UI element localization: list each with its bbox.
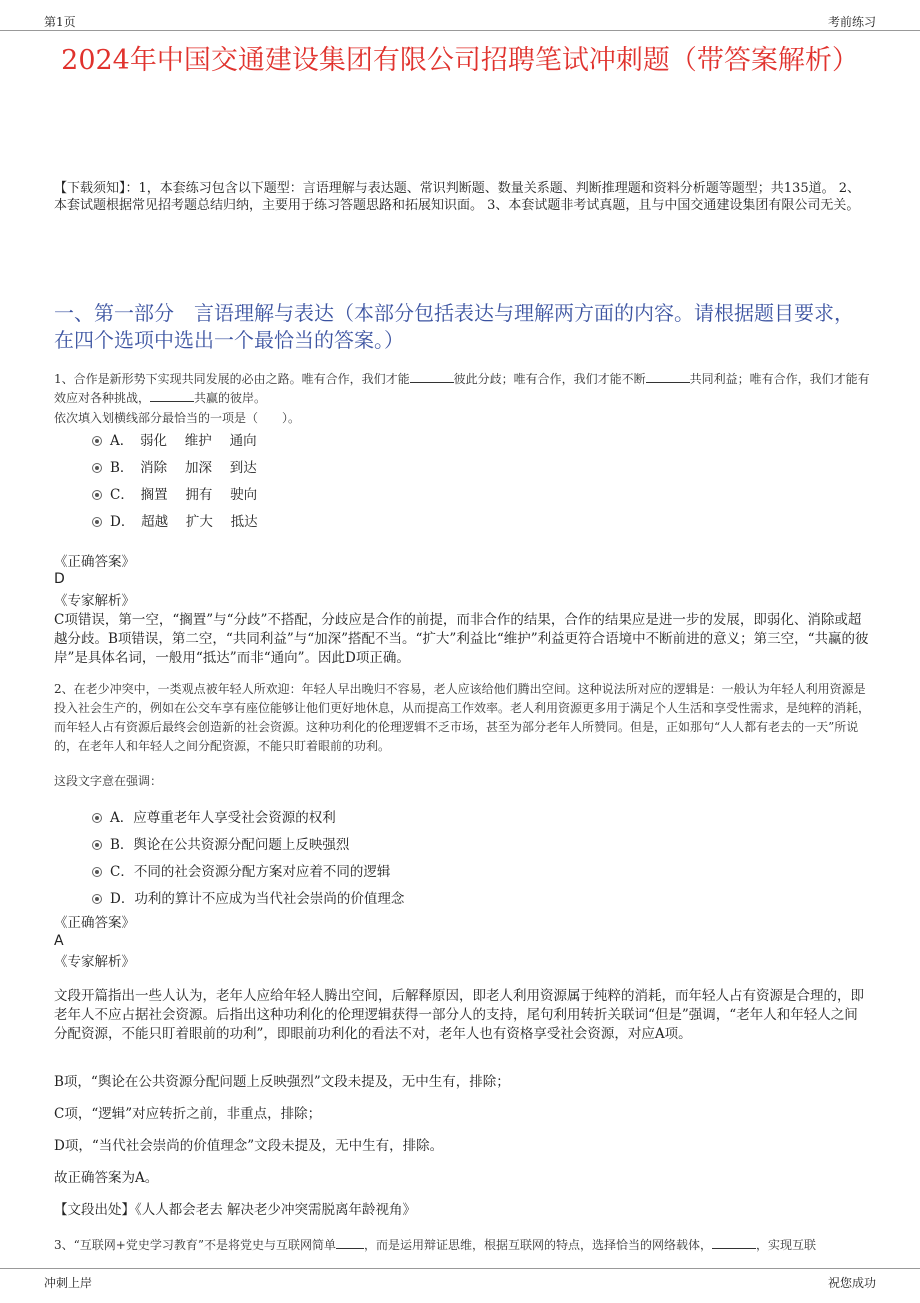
option-c[interactable]: C． 搁置 拥有 驶向 (92, 479, 258, 506)
blank-1 (410, 382, 454, 383)
analysis-paragraph: C项，“逻辑”对应转折之前，非重点，排除； (54, 1106, 322, 1122)
option-b[interactable]: B．舆论在公共资源分配问题上反映强烈 (92, 829, 404, 856)
option-a[interactable]: A．应尊重老年人享受社会资源的权利 (92, 802, 404, 829)
answer-label: 《正确答案》 (54, 554, 135, 570)
analysis-label: 《专家解析》 (54, 593, 135, 609)
analysis-paragraph: 文段开篇指出一些人认为，老年人应给年轻人腾出空间，后解释原因，即老人利用资源属于纯粹的消耗，而年轻人占有资源是合理的，即老年人不应占据社会资源。后指出这种功利化的伦理逻辑获得一部分人的支持，尾句利用转折关联词“但是”强调，“老年人和年轻人之间分配资源，不能只盯着眼前的功利”，即眼前功利化的看法不对，老年人也有资格享受社会资源，对应A项。 (54, 988, 864, 1042)
question-1-prompt: 依次填入划横线部分最恰当的一项是（ ）。 (54, 411, 301, 425)
radio-icon[interactable] (92, 840, 102, 850)
option-b[interactable]: B． 消除 加深 到达 (92, 452, 258, 479)
option-d[interactable]: D．功利的算计不应成为当代社会崇尚的价值理念 (92, 883, 404, 910)
answer-value: D (54, 571, 65, 587)
footer-right: 祝您成功 (827, 1276, 876, 1290)
blank-2 (646, 382, 690, 383)
blank-3 (150, 401, 194, 402)
blank-1 (336, 1248, 364, 1249)
document-title: 2024年中国交通建设集团有限公司招聘笔试冲刺题（带答案解析） (61, 45, 859, 76)
header-note: 考前练习 (827, 15, 876, 29)
footer-left: 冲刺上岸 (44, 1276, 93, 1290)
page-number: 第1页 (44, 15, 76, 29)
question-2-prompt: 这段文字意在强调： (54, 774, 163, 788)
question-1-text: 1、合作是新形势下实现共同发展的必由之路。唯有合作，我们才能 彼此分歧；唯有合作，我们才能不断 共同利益；唯有合作，我们才能有效应对各种挑战， 共赢的彼岸。 (54, 372, 870, 405)
radio-icon[interactable] (92, 867, 102, 877)
option-c[interactable]: C．不同的社会资源分配方案对应着不同的逻辑 (92, 856, 404, 883)
analysis-paragraph: 故正确答案为A。 (54, 1170, 159, 1186)
option-a[interactable]: A． 弱化 维护 通向 (92, 425, 258, 452)
question-3-text: 3、“互联网+党史学习教育”不是将党史与互联网简单 ，而是运用辩证思维，根据互联网的特点，选择恰当的网络载体， ，实现互联 (54, 1238, 816, 1252)
radio-icon[interactable] (92, 813, 102, 823)
analysis-label: 《专家解析》 (54, 954, 135, 970)
radio-icon[interactable] (92, 894, 102, 904)
section-heading: 一、第一部分 言语理解与表达（本部分包括表达与理解两方面的内容。请根据题目要求，在四个选项中选出一个最恰当的答案。） (54, 301, 854, 352)
download-notice: 【下载须知】：1，本套练习包含以下题型：言语理解与表达题、常识判断题、数量关系题、判断推理题和资料分析题等题型；共135道。 2、本套试题根据常见招考题总结归纳，主要用于练习答题思路和拓展知识面。 3、本套试题非考试真题，且与中国交通建设集团有限公司无关。 (54, 181, 860, 213)
analysis-paragraph: B项，“舆论在公共资源分配问题上反映强烈”文段未提及，无中生有，排除； (54, 1074, 510, 1090)
page-header (0, 0, 920, 31)
radio-icon[interactable] (92, 490, 102, 500)
question-2-text: 2、在老少冲突中，一类观点被年轻人所欢迎：年轻人早出晚归不容易，老人应该给他们腾出空间。这种说法所对应的逻辑是：一般认为年轻人利用资源是投入社会生产的，例如在公交车享有座位能够让他们更好地休息，从而提高工作效率。老人利用资源更多用于满足个人生活和享受性需求，是纯粹的消耗，而年轻人占有资源后最终会创造新的社会资源。这种功利化的伦理逻辑不乏市场，甚至为部分老年人所赞同。但是，正如那句“人人都有老去的一天”所说的，在老年人和年轻人之间分配资源，不能只盯着眼前的功利。 (54, 682, 871, 753)
radio-icon[interactable] (92, 463, 102, 473)
question-1-options (92, 425, 258, 533)
radio-icon[interactable] (92, 436, 102, 446)
question-2-options (92, 802, 404, 910)
answer-value: A (54, 933, 64, 949)
radio-icon[interactable] (92, 517, 102, 527)
answer-label: 《正确答案》 (54, 915, 135, 931)
analysis-paragraph: D项，“当代社会崇尚的价值理念”文段未提及，无中生有，排除。 (54, 1138, 444, 1154)
blank-2 (712, 1248, 756, 1249)
source-citation: 【文段出处】《人人都会老去 解决老少冲突需脱离年龄视角》 (54, 1202, 417, 1218)
analysis-text: C项错误，第一空，“搁置”与“分歧”不搭配，分歧应是合作的前提，而非合作的结果，合作的结果应是进一步的发展，即弱化、消除或超越分歧。B项错误，第二空，“共同利益”与“加深”搭配不当。“扩大”利益比“维护”利益更符合语境中不断前进的意义；第三空，“共赢的彼岸”是具体名词，一般用“抵达”而非“通向”。因此D项正确。 (54, 612, 869, 666)
page-footer (0, 1268, 920, 1303)
option-d[interactable]: D． 超越 扩大 抵达 (92, 506, 258, 533)
